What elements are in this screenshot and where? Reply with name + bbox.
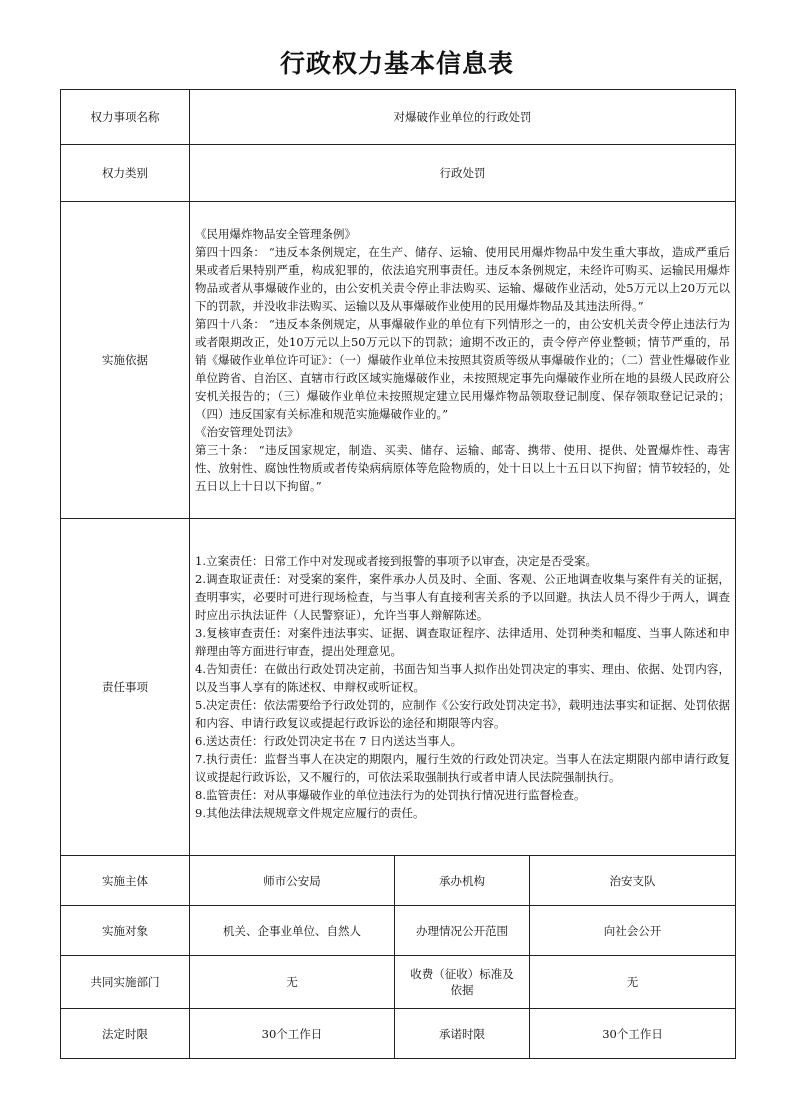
duty-line: 8.监管责任：对从事爆破作业的单位违法行为的处罚执行情况进行监督检查。 — [195, 788, 586, 802]
promise-value: 30个工作日 — [530, 1009, 736, 1059]
info-table — [60, 89, 736, 1059]
duty-line: 4.告知责任：在做出行政处罚决定前，书面告知当事人拟作出处罚决定的事实、理由、依据、处罚内容，以及当事人享有的陈述权、申辩权或听证权。 — [195, 662, 731, 694]
duty-line: 9.其他法律法规规章文件规定应履行的责任。 — [195, 806, 425, 820]
promise-label: 承诺时限 — [395, 1009, 530, 1059]
fee-value: 无 — [530, 956, 736, 1009]
basis-text — [190, 202, 736, 519]
item-name-label: 权力事项名称 — [61, 90, 190, 145]
basis-line: 《民用爆炸物品安全管理条例》 — [195, 227, 356, 241]
basis-line: 第四十八条： “违反本条例规定，从事爆破作业的单位有下列情形之一的，由公安机关责令停止违法行为或者限期改正，处10万元以上50万元以下的罚款；逾期不改正的，责令停产停业整顿；情节严重的，吊销《爆破作业单位许可证》：（一）爆破作业单位未按照其资质等级从事爆破作业的；（二）营业性爆破作业单位跨省、自治区、直辖市行政区域实施爆破作业，未按照规定事先向爆破作业所在地的县级人民政府公安机关报告的；（三）爆破作业单位未按照规定建立民用爆炸物品领取登记制度、保存领取登记记录的；（四）违反国家有关标准和规范实施爆破作业的。” — [195, 317, 731, 421]
fee-label: 收费（征收）标准及依据 — [395, 956, 530, 1009]
row-item-name — [61, 90, 736, 145]
duty-line: 5.决定责任：依法需要给予行政处罚的，应制作《公安行政处罚决定书》，载明违法事实和证据、处罚依据和内容、申请行政复议或提起行政诉讼的途径和期限等内容。 — [195, 698, 731, 730]
subject-value: 师市公安局 — [190, 856, 395, 906]
item-name-value: 对爆破作业单位的行政处罚 — [190, 90, 736, 145]
disclosure-value: 向社会公开 — [530, 906, 736, 956]
agency-label: 承办机构 — [395, 856, 530, 906]
time-value: 30个工作日 — [190, 1009, 395, 1059]
basis-line: 《治安管理处罚法》 — [195, 425, 299, 439]
duties-label: 责任事项 — [61, 519, 190, 856]
duty-line: 2.调查取证责任：对受案的案件，案件承办人员及时、全面、客观、公正地调查收集与案件有关的证据，查明事实，必要时可进行现场检查，与当事人有直接利害关系的予以回避。执法人员不得少于两人，调查时应出示执法证件（人民警察证），允许当事人辩解陈述。 — [195, 572, 731, 622]
duty-line: 3.复核审查责任：对案件违法事实、证据、调查取证程序、法律适用、处罚种类和幅度、当事人陈述和申辩理由等方面进行审查，提出处理意见。 — [195, 626, 731, 658]
row-target — [61, 906, 736, 956]
row-category — [61, 145, 736, 202]
agency-value: 治安支队 — [530, 856, 736, 906]
basis-line: 第四十四条： “违反本条例规定，在生产、储存、运输、使用民用爆炸物品中发生重大事故，造成严重后果或者后果特别严重，构成犯罪的，依法追究刑事责任。违反本条例规定，未经许可购买、运输民用爆炸物品或者从事爆破作业的，由公安机关责令停止非法购买、运输、爆破作业活动，处5万元以上20万元以下的罚款，并没收非法购买、运输以及从事爆破作业使用的民用爆炸物品及其违法所得。” — [195, 245, 731, 313]
time-label: 法定时限 — [61, 1009, 190, 1059]
page-title: 行政权力基本信息表 — [279, 49, 514, 78]
target-value: 机关、企事业单位、自然人 — [190, 906, 395, 956]
joint-value: 无 — [190, 956, 395, 1009]
row-duties — [61, 519, 736, 856]
joint-label: 共同实施部门 — [61, 956, 190, 1009]
duty-line: 1.立案责任：日常工作中对发现或者接到报警的事项予以审查，决定是否受案。 — [195, 554, 597, 568]
duty-line: 7.执行责任：监督当事人在决定的期限内，履行生效的行政处罚决定。当事人在法定期限内部申请行政复议或提起行政诉讼，又不履行的，可依法采取强制执行或者申请人民法院强制执行。 — [195, 752, 731, 784]
category-label: 权力类别 — [61, 145, 190, 202]
disclosure-label: 办理情况公开范围 — [395, 906, 530, 956]
category-value: 行政处罚 — [190, 145, 736, 202]
target-label: 实施对象 — [61, 906, 190, 956]
basis-line: 第三十条： “违反国家规定，制造、买卖、储存、运输、邮寄、携带、使用、提供、处置爆炸性、毒害性、放射性、腐蚀性物质或者传染病病原体等危险物质的，处十日以上十五日以下拘留；情节较轻的，处五日以上十日以下拘留。” — [195, 443, 731, 493]
row-time — [61, 1009, 736, 1059]
duties-text — [190, 519, 736, 856]
row-basis — [61, 202, 736, 519]
duty-line: 6.送达责任：行政处罚决定书在 7 日内送达当事人。 — [195, 734, 463, 748]
row-subject — [61, 856, 736, 906]
basis-label: 实施依据 — [61, 202, 190, 519]
row-joint — [61, 956, 736, 1009]
subject-label: 实施主体 — [61, 856, 190, 906]
